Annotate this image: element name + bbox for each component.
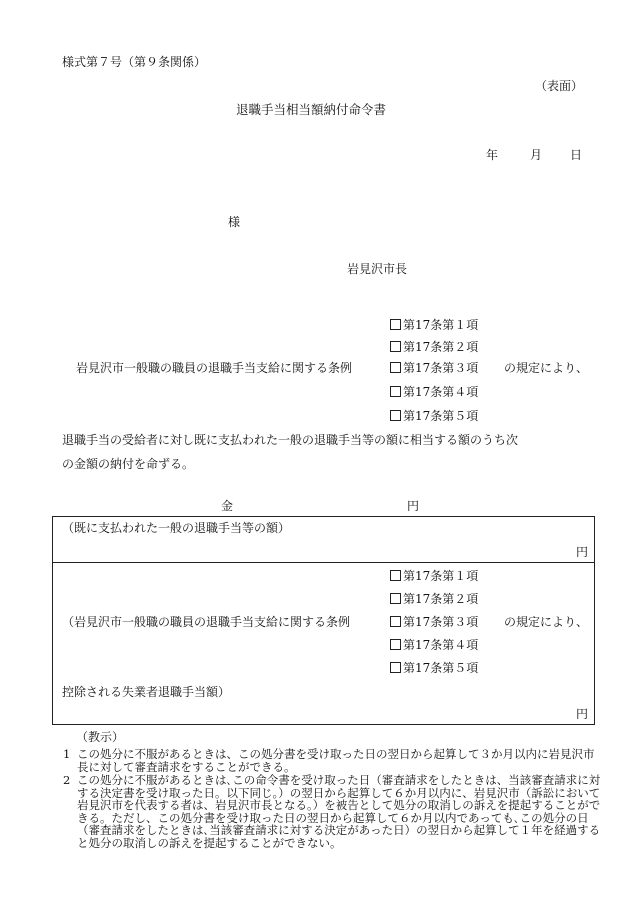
note-number: 2	[63, 773, 71, 787]
note-number: 1	[63, 747, 71, 761]
note-item	[63, 748, 603, 773]
row1-label: （既に支払われた一般の退職手当等の額）	[62, 521, 291, 535]
amount-label: 金	[221, 499, 234, 513]
row1-unit: 円	[576, 545, 589, 559]
date-year: 年	[486, 148, 499, 162]
date-day: 日	[570, 148, 583, 162]
form-number-label: 様式第７号（第９条関係）	[62, 55, 207, 69]
body-line-1: 退職手当の受給者に対し既に支払われた一般の退職手当等の額に相当する額のうち次	[62, 433, 519, 447]
article-checkbox[interactable]: 第17条第３項	[390, 361, 478, 375]
table-row-deduction	[52, 562, 595, 725]
body-line-2: の金額の納付を命ずる。	[62, 457, 195, 471]
issuer-name: 岩見沢市長	[347, 262, 408, 276]
article-checkbox[interactable]: 第17条第１項	[390, 318, 478, 332]
article-checkbox[interactable]: 第17条第２項	[390, 340, 478, 354]
notes-title: （教示）	[76, 730, 125, 744]
article-checkbox[interactable]: 第17条第２項	[390, 592, 478, 606]
addressee-suffix: 様	[228, 215, 241, 229]
provision-suffix: の規定により、	[504, 361, 589, 375]
article-checkbox[interactable]: 第17条第１項	[390, 569, 478, 583]
side-label: （表面）	[535, 79, 584, 93]
article-checkbox[interactable]: 第17条第４項	[390, 385, 478, 399]
row2-unit: 円	[576, 707, 589, 721]
row2-suffix: の規定により、	[504, 615, 589, 629]
row2-label: 控除される失業者退職手当額）	[62, 685, 231, 699]
document-title: 退職手当相当額納付命令書	[236, 102, 387, 117]
article-checkbox[interactable]: 第17条第３項	[390, 615, 478, 629]
date-month: 月	[530, 148, 543, 162]
article-checkbox[interactable]: 第17条第４項	[390, 638, 478, 652]
note-item	[63, 774, 603, 849]
ordinance-name: 岩見沢市一般職の職員の退職手当支給に関する条例	[76, 361, 353, 375]
note-text: この処分に不服があるときは、この処分書を受け取った日の翌日から起算して３か月以内に岩見沢市長に対して審査請求をすることができる。	[77, 747, 595, 774]
article-checkbox[interactable]: 第17条第５項	[390, 661, 478, 675]
article-checkbox[interactable]: 第17条第５項	[390, 409, 478, 423]
note-text: この処分に不服があるときは､この命令書を受け取った日（審査請求をしたときは、当該審査請求に対する決定書を受け取った日。以下同じ。）の翌日から起算して６か月以内に、岩見沢市（訴訟において岩見沢市を代表する者は、岩見沢市長となる。）を被告として処分の取消しの訴えを提起することができる。ただし、この処分書を受け取った日の翌日から起算して６か月以内であっても､この処分の日（審査請求をしたときは､当該審査請求に対する決定があった日）の翌日から起算して１年を経過すると処分の取消しの訴えを提起することができない。	[77, 773, 601, 850]
amount-unit: 円	[407, 499, 420, 513]
row2-ordinance: （岩見沢市一般職の職員の退職手当支給に関する条例	[62, 615, 351, 629]
